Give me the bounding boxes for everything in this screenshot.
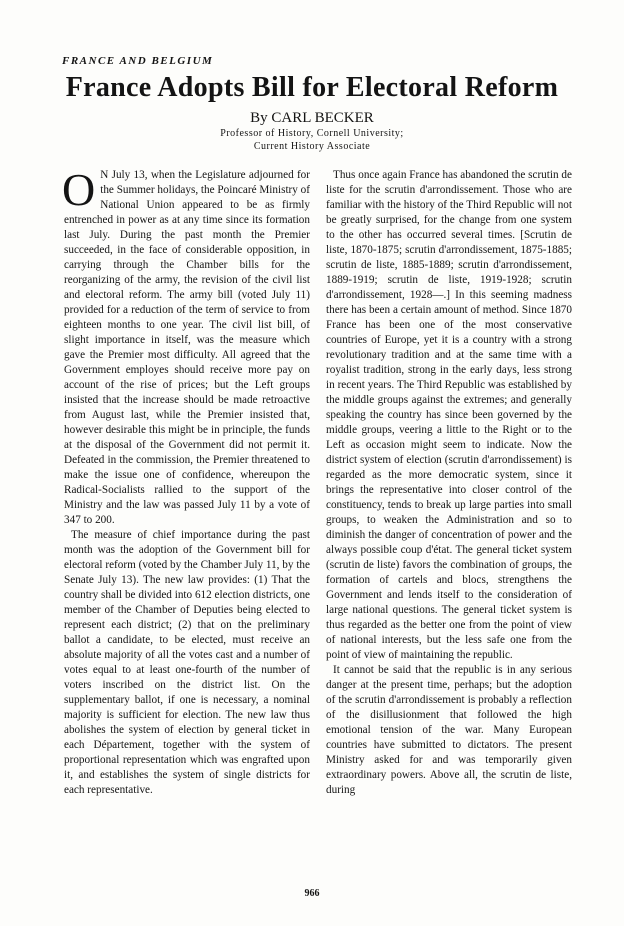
article-title: France Adopts Bill for Electoral Reform: [65, 72, 559, 103]
page-number: 966: [304, 888, 320, 899]
paragraph: Thus once again France has abandoned the scrutin de liste for the scrutin d'arrondissement. Those who are familiar with the history of the Third Republic will not be greatly surprised, for the change from one system to the other has occurred several times. [Scrutin de liste, 1870-1875; scrutin d'arrondissement, 1875-1885; scrutin de liste, 1885-1889; scrutin d'arrondissement, 1889-1919; scrutin de liste, 1919-1928; scrutin d'arrondissement, 1928—.] In this seeming madness there has been a certain amount of method. Since 1870 France has been one of the most conservative countries of Europe, yet it is a country with a strong revolutionary tradition and at the same time with a royalist tradition, strong in the early days, less strong in recent years. The Third Republic was established by the middle groups against the extremes; and generally speaking the country has since been governed by the middle groups, veering a little to the Right or to the Left as occasion might seem to indicate. Now the district system of election (scrutin d'arrondissement) is regarded as the more democratic system, since it brings the representative into closer control of the constituency, tends to break up large parties into small groups, to weaken the Administration and so to diminish the danger of concentration of power and the always possible coup d'état. The general ticket system (scrutin de liste) favors the combination of groups, the formation of cartels and blocs, strengthens the Government and lends itself to the consideration of large national questions. The general ticket system is thus regarded as the better one from the point of view of national interests, but the less safe one from the point of view of maintaining the republic.: [326, 169, 572, 661]
paragraph-text: N July 13, when the Legislature adjourned for the Summer holidays, the Poincaré Ministry of National Union appeared to be as firmly entrenched in power as at any time since its formation last July. During the past month the Premier succeeded, in the face of considerable opposition, in carrying through the Chamber bills for the reorganizing of the army, the revision of the civil list and electoral reform. The army bill (voted July 11) provided for a reduction of the term of service to from eighteen months to one year. The civil list bill, of slight importance in itself, was the measure which gave the Premier most difficulty. All agreed that the Government employes should receive more pay on account of the rise of prices; but the Left groups insisted that the increase should be made retroactive from August last, while the Premier insisted that, however desirable this might be in principle, the funds at the disposal of the Government did not permit it. Defeated in the commission, the Premier threatened to make the issue one of confidence, whereupon the Radical-Socialists rallied to the support of the Ministry and the law was passed July 11 by a vote of 347 to 200.: [64, 169, 310, 526]
author-affiliation: Professor of History, Cornell University;: [220, 128, 404, 139]
paragraph: The measure of chief importance during the past month was the adoption of the Government bill for electoral reform (voted by the Chamber July 11, by the Senate July 13). The new law provides: (1) That the country shall be divided into 612 election districts, one member of the Chamber of Deputies being elected to represent each district; (2) that on the preliminary ballot a candidate, to be elected, must receive an absolute majority of all the votes cast and a number of votes equal to at least one-fourth of the number of voters inscribed on the district list. On the supplementary ballot, if one is necessary, a nominal majority is sufficient for election. The new law thus abolishes the system of election by general ticket in each Département, together with the system of proportional representation which was engrafted upon it, and establishes the system of single districts for each representative.: [64, 529, 310, 796]
left-column: [62, 164, 310, 798]
paragraph: [62, 164, 310, 528]
drop-cap: O: [62, 164, 96, 215]
section-heading: FRANCE AND BELGIUM: [62, 55, 214, 67]
right-column: [326, 168, 572, 798]
byline: By CARL BECKER: [250, 110, 374, 126]
author-affiliation-secondary: Current History Associate: [253, 141, 371, 152]
paragraph: It cannot be said that the republic is in any serious danger at the present time, perhaps; but the adoption of the scrutin d'arrondissement is probably a reflection of the disillusionment that followed the high emotional tension of the war. Many European countries have submitted to dictators. The present Ministry asked for and was temporarily given extraordinary powers. Above all, the scrutin de liste, during: [326, 664, 572, 796]
